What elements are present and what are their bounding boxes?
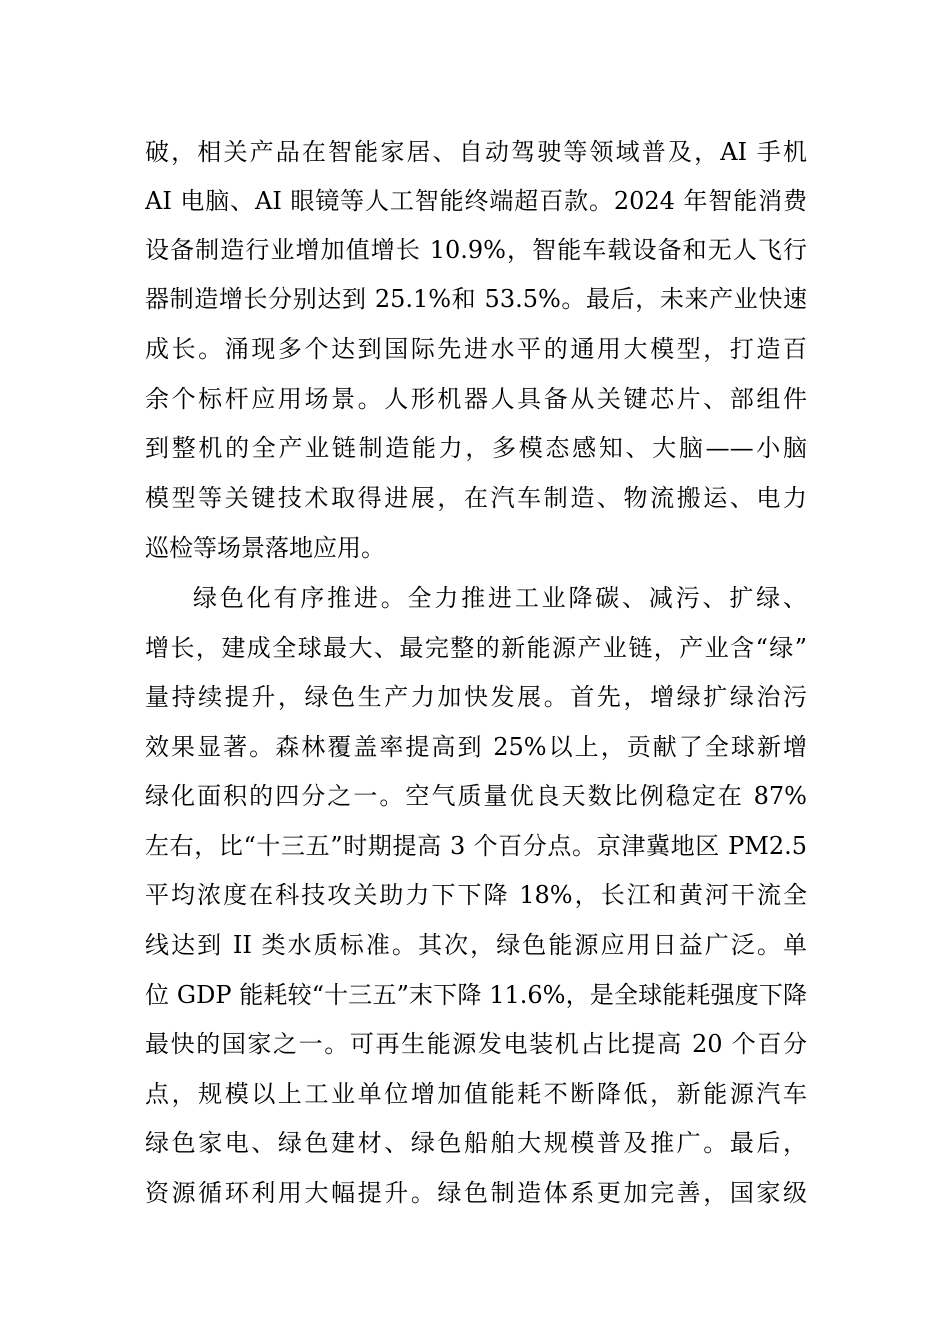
text-line-21: 绿色家电、绿色建材、绿色船舶大规模普及推广。最后， [145,1129,807,1157]
text-line-20: 点，规模以上工业单位增加值能耗不断降低，新能源汽车 [145,1080,807,1108]
text-line-4: 器制造增长分别达到 25.1%和 53.5%。最后，未来产业快速 [145,285,807,313]
text-line-16: 平均浓度在科技攻关助力下下降 18%，长江和黄河干流全 [145,881,807,909]
text-line-18: 位 GDP 能耗较“十三五”末下降 11.6%，是全球能耗强度下降 [145,981,807,1009]
text-line-15: 左右，比“十三五”时期提高 3 个百分点。京津冀地区 PM2.5 [145,832,807,860]
text-line-6: 余个标杆应用场景。人形机器人具备从关键芯片、部组件 [145,385,807,413]
text-line-12: 量持续提升，绿色生产力加快发展。首先，增绿扩绿治污 [145,683,807,711]
text-line-7: 到整机的全产业链制造能力，多模态感知、大脑——小脑 [145,434,807,462]
text-line-10: 绿色化有序推进。全力推进工业降碳、减污、扩绿、 [193,584,807,612]
text-line-17: 线达到 II 类水质标准。其次，绿色能源应用日益广泛。单 [145,931,807,959]
text-line-14: 绿化面积的四分之一。空气质量优良天数比例稳定在 87% [145,782,807,810]
text-line-22: 资源循环利用大幅提升。绿色制造体系更加完善，国家级 [145,1179,807,1207]
text-line-1: 破，相关产品在智能家居、自动驾驶等领域普及，AI 手机 [145,138,807,166]
text-line-13: 效果显著。森林覆盖率提高到 25%以上，贡献了全球新增 [145,733,807,761]
text-line-2: AI 电脑、AI 眼镜等人工智能终端超百款。2024 年智能消费 [145,187,807,215]
text-line-11: 增长，建成全球最大、最完整的新能源产业链，产业含“绿” [145,634,807,662]
text-line-9: 巡检等场景落地应用。 [145,534,385,562]
text-line-8: 模型等关键技术取得进展，在汽车制造、物流搬运、电力 [145,484,807,512]
text-line-3: 设备制造行业增加值增长 10.9%，智能车载设备和无人飞行 [145,236,807,264]
text-line-5: 成长。涌现多个达到国际先进水平的通用大模型，打造百 [145,335,807,363]
text-line-19: 最快的国家之一。可再生能源发电装机占比提高 20 个百分 [145,1030,807,1058]
